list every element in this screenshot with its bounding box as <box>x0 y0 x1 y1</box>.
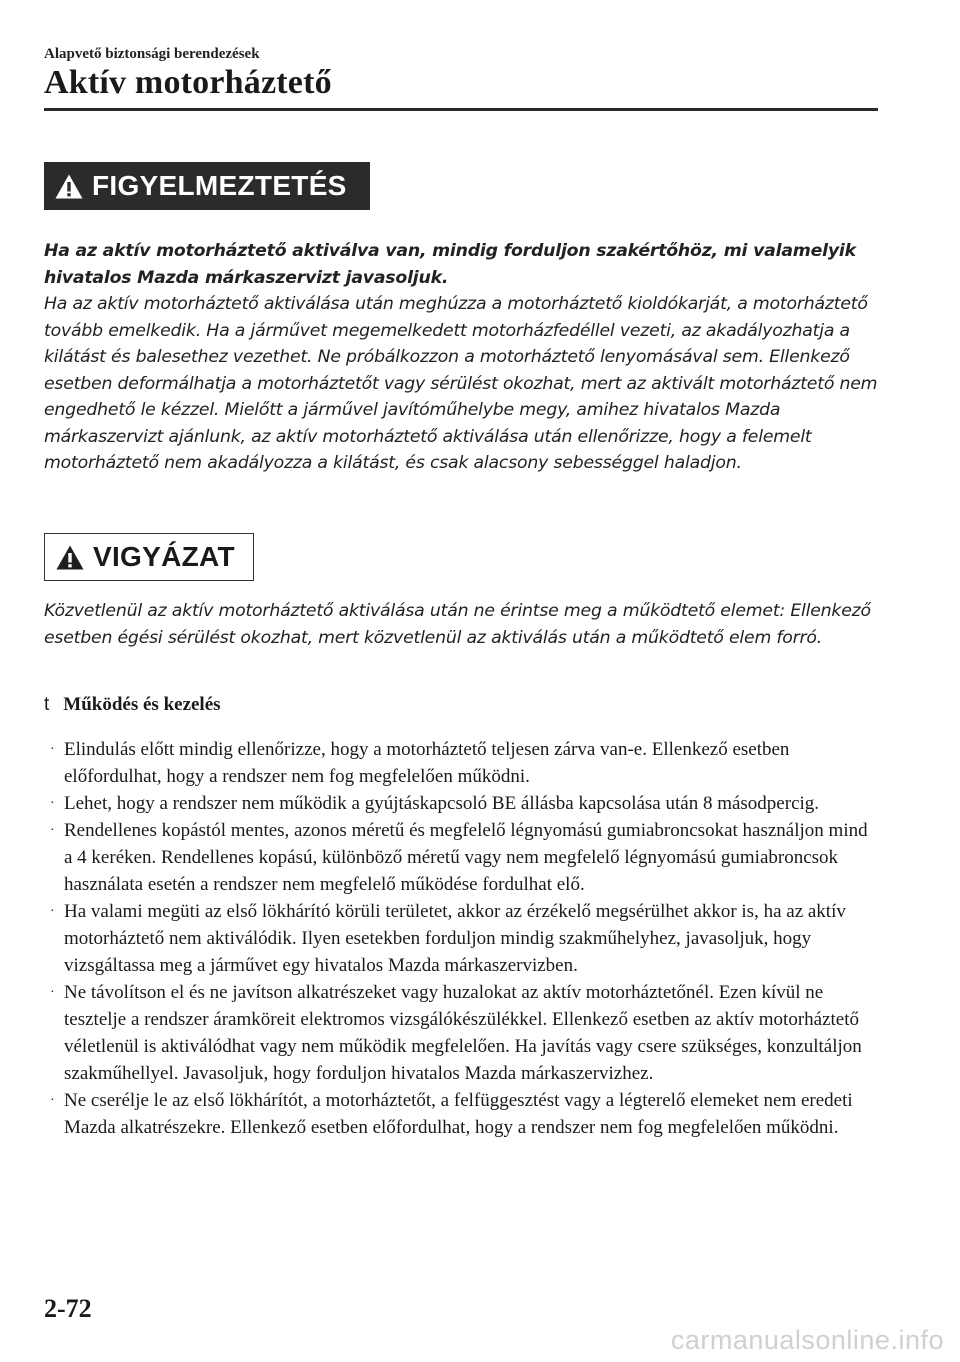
list-item <box>48 790 878 817</box>
bullet-icon: · <box>50 904 55 919</box>
bullet-icon: · <box>50 823 55 838</box>
list-item <box>48 817 878 898</box>
operation-heading-text: Működés és kezelés <box>63 694 221 715</box>
list-item-text: Lehet, hogy a rendszer nem működik a gyújtáskapcsoló BE állásba kapcsolása után 8 másodpercig. <box>64 793 820 814</box>
caution-label-text: VIGYÁZAT <box>93 541 235 572</box>
bullet-icon: · <box>50 796 55 811</box>
list-item-text: Rendellenes kopástól mentes, azonos méretű és megfelelő légnyomású gumiabroncsokat használjon mind a 4 keréken. Rendellenes kopású, különböző méretű vagy nem megfelelő légnyomású gumiabroncsok használata esetén a rendszer nem megfelelő működése fordulhat elő. <box>64 820 868 895</box>
bullet-icon: · <box>50 1093 55 1108</box>
warning-label-text: FIGYELMEZTETÉS <box>92 170 347 201</box>
warning-label <box>44 162 370 210</box>
list-item-text: Elindulás előtt mindig ellenőrizze, hogy a motorháztető teljesen zárva van-e. Ellenkező esetben előfordulhat, hogy a rendszer nem fog megfelelően működni. <box>64 739 790 787</box>
bullet-icon: · <box>50 985 55 1000</box>
warning-triangle-icon <box>55 544 85 571</box>
bullet-icon: · <box>50 742 55 757</box>
list-item <box>48 736 878 790</box>
warning-triangle-icon <box>54 173 84 200</box>
caution-label <box>44 533 254 581</box>
watermark: carmanualsonline.info <box>670 1325 944 1355</box>
list-item <box>48 898 878 979</box>
operation-heading <box>44 694 221 716</box>
heading-marker-icon: t <box>44 694 50 715</box>
page-title: Aktív motorháztető <box>44 64 332 101</box>
page-number: 2-72 <box>44 1294 92 1323</box>
list-item <box>48 1087 878 1141</box>
section-label: Alapvető biztonsági berendezések <box>44 46 260 62</box>
warning-bold-text: Ha az aktív motorháztető aktiválva van, mindig forduljon szakértőhöz, mi valamelyik hivatalos Mazda márkaszervizt javasoljuk. <box>44 241 856 288</box>
list-item-text: Ne távolítson el és ne javítson alkatrészeket vagy huzalokat az aktív motorháztetőnél. Ezen kívül ne tesztelje a rendszer áramköreit elektromos vizsgálókészülékkel. Ellenkező esetben az aktív motorháztető véletlenül is aktiválódhat vagy nem működik megfelelően. Ha javítás vagy csere szükséges, konzultáljon szakműhellyel. Javasoljuk, hogy forduljon hivatalos Mazda márkaszervizhez. <box>64 982 862 1084</box>
header-rule <box>44 108 878 111</box>
list-item-text: Ha valami megüti az első lökhárító körüli területet, akkor az érzékelő megsérülhet akkor is, ha az aktív motorháztető nem aktiválódik. Ilyen esetekben forduljon mindig szakműhelyhez, javasoljuk, hogy vizsgáltassa meg a járművet egy hivatalos Mazda márkaszervizben. <box>64 901 846 976</box>
warning-body-text: Ha az aktív motorháztető aktiválása után meghúzza a motorháztető kioldókarját, a motorháztető tovább emelkedik. Ha a járművet megemelkedett motorházfedéllel vezeti, az akadályozhatja a kilátást és balesethez vezethet. Ne próbálkozzon a motorháztető lenyomásával sem. Ellenkező esetben deformálhatja a motorháztetőt vagy sérülést okozhat, mert az aktivált motorháztető nem engedhető le kézzel. Mielőtt a járművel javítóműhelybe megy, amihez hivatalos Mazda márkaszervizt ajánlunk, az aktív motorháztető aktiválása után ellenőrizze, hogy a felemelt motorháztető nem akadályozza a kilátást, és csak alacsony sebességgel haladjon. <box>44 294 878 473</box>
caution-body <box>44 598 884 651</box>
list-item <box>48 979 878 1087</box>
list-item-text: Ne cserélje le az első lökhárítót, a motorháztetőt, a felfüggesztést vagy a légterelő elemeket nem eredeti Mazda alkatrészekre. Ellenkező esetben előfordulhat, hogy a rendszer nem fog megfelelően működni. <box>64 1090 853 1138</box>
caution-body-text: Közvetlenül az aktív motorháztető aktiválása után ne érintse meg a működtető elemet: Ellenkező esetben égési sérülést okozhat, mert közvetlenül az aktiválás után a működtető elem forró. <box>44 601 871 648</box>
warning-body <box>44 238 884 477</box>
operation-list <box>48 736 878 1141</box>
